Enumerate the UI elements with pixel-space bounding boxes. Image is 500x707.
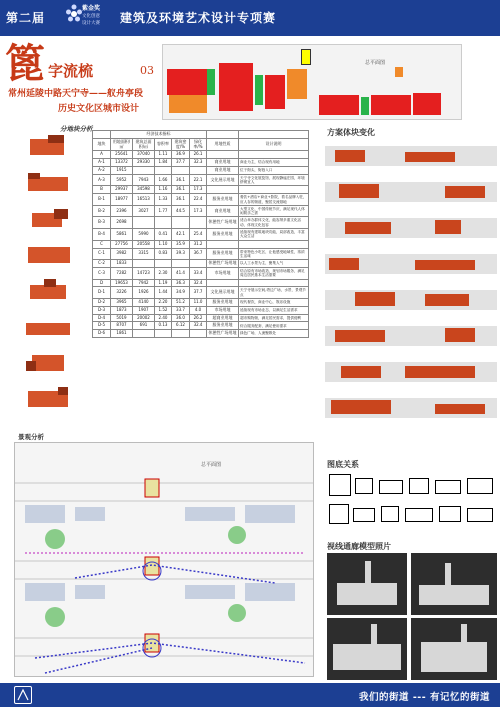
title-text: 字流梳 (48, 62, 94, 80)
table-cell: 1.33 (155, 194, 172, 206)
table-cell: 29937 (111, 186, 133, 194)
block-change-panel (325, 284, 497, 314)
table-cell (133, 217, 155, 229)
table-cell (239, 279, 309, 287)
table-cell: 11.0 (190, 298, 207, 306)
table-cell: 1833 (111, 260, 133, 268)
table-cell (207, 151, 239, 159)
table-cell (239, 151, 309, 159)
table-cell: 2.30 (155, 267, 172, 279)
table-cell: 39.3 (172, 248, 190, 260)
block-thumbnail (24, 171, 72, 193)
table-body (93, 151, 309, 338)
table-cell: B-2 (93, 205, 111, 217)
technical-indicator-table (92, 130, 309, 338)
table-header-cell: 用地性质 (207, 138, 239, 151)
table-cell: 18977 (111, 194, 133, 206)
table-cell: 29330 (133, 159, 155, 167)
figure-ground-shape (405, 508, 433, 522)
table-row (93, 166, 309, 174)
landscape-plan-drawing (15, 443, 314, 677)
table-cell: 32.3 (190, 159, 207, 167)
table-header-cell: 绿化率/% (190, 138, 207, 151)
table-cell: C (93, 240, 111, 248)
competition-title: 建筑及环境艺术设计专项赛 (120, 11, 277, 25)
table-cell: 带来特色小吃区，让他感受地域性，浓浓生活味 (239, 248, 309, 260)
table-cell: 36.9 (172, 151, 190, 159)
pagoda-marker (301, 49, 311, 65)
block-b2 (265, 75, 285, 109)
block-thumbnail (24, 135, 72, 157)
table-cell: D-1 (93, 287, 111, 299)
table-cell: 综合服务配套，满足使用需求 (239, 322, 309, 330)
block-c1 (319, 95, 359, 115)
table-row (93, 287, 309, 299)
block-c3 (371, 95, 411, 115)
block-d1 (413, 93, 441, 115)
logo-name: 紫金奖 (82, 5, 101, 12)
block-thumbnail (24, 387, 72, 409)
table-cell: 3965 (111, 298, 133, 306)
table-cell: B-1 (93, 194, 111, 206)
flower-icon (66, 2, 82, 32)
table-cell: 37.7 (172, 159, 190, 167)
table-cell: 20558 (133, 240, 155, 248)
table-cell: 1915 (111, 166, 133, 174)
table-cell (133, 260, 155, 268)
table-cell: 商业用地 (207, 166, 239, 174)
table-cell: 32.4 (190, 322, 207, 330)
block-analysis-heading: 分地块分析 (60, 125, 93, 133)
table-cell: 服务业用地 (207, 322, 239, 330)
table-cell: 文化展示用地 (207, 174, 239, 186)
table-cell: 17.3 (190, 205, 207, 217)
table-cell: 现代餐饮，商业中心，娱乐设施 (239, 298, 309, 306)
table-cell: 1873 (111, 306, 133, 314)
table-cell: 0.83 (155, 248, 172, 260)
block-c2 (361, 97, 369, 115)
table-cell: 1.11 (155, 151, 172, 159)
table-cell: B-3 (93, 217, 111, 229)
table-cell: 3226 (111, 287, 133, 299)
block-a1 (167, 69, 207, 95)
table-cell: D (93, 279, 111, 287)
figure-ground-shape (355, 478, 373, 494)
table-row (93, 298, 309, 306)
top-banner (0, 0, 500, 36)
table-cell: D-3 (93, 306, 111, 314)
table-cell: 超商业用地 (207, 314, 239, 322)
table-cell (155, 260, 172, 268)
table-cell (172, 166, 190, 174)
table-cell: 31.2 (190, 240, 207, 248)
table-cell: 市场用地 (207, 306, 239, 314)
table-cell (155, 217, 172, 229)
table-cell: 服务业用地 (207, 229, 239, 241)
table-header-cell: 设计说明 (239, 138, 309, 151)
table-header-cell: 建筑总面积/㎡ (133, 138, 155, 151)
figure-ground-shape (329, 474, 351, 496)
table-cell: 32.4 (190, 279, 207, 287)
table-cell (133, 166, 155, 174)
table-cell: 41.4 (172, 267, 190, 279)
site-plan-top (162, 44, 462, 120)
table-cell: 休憩性广场用地 (207, 330, 239, 338)
block-change-panel (325, 356, 497, 386)
table-cell (239, 186, 309, 194)
table-cell: 7943 (133, 174, 155, 186)
table-cell: 26.1 (190, 151, 207, 159)
table-cell: 1.52 (155, 306, 172, 314)
table-cell (172, 260, 190, 268)
table-cell: C-2 (93, 260, 111, 268)
figure-ground-shape (435, 480, 461, 494)
subtitle-location: 常州延陵中路天宁寺——舣舟亭段 (8, 89, 144, 99)
landscape-site-plan-label: 总平面图 (201, 462, 222, 468)
table-cell: 0.41 (155, 229, 172, 241)
table-cell (239, 240, 309, 248)
table-cell: 33.7 (172, 306, 190, 314)
table-cell: 27756 (111, 240, 133, 248)
table-row (93, 217, 309, 229)
footer-slogan: 我们的街道 --- 有记忆的街道 (359, 692, 490, 703)
table-cell: 1907 (133, 306, 155, 314)
table-cell: 超市购物街，满足居民需求，提供便利 (239, 314, 309, 322)
table-cell (172, 330, 190, 338)
table-cell: 1861 (111, 330, 133, 338)
table-row (93, 159, 309, 167)
table-cell: 2.20 (155, 298, 172, 306)
block-b4 (287, 69, 307, 99)
table-cell: 25641 (111, 151, 133, 159)
table-header-row (93, 138, 309, 151)
table-cell: 14723 (133, 267, 155, 279)
table-cell: 1.44 (155, 287, 172, 299)
model-photo (411, 618, 497, 680)
table-header-cell: 容积率 (155, 138, 172, 151)
figure-ground-shape (467, 508, 493, 522)
table-row (93, 174, 309, 186)
edition-label: 第二届 (6, 11, 46, 25)
table-cell: 延续现有建筑地块功能，局部改造，丰富大众生活 (239, 229, 309, 241)
table-cell: 0.13 (155, 322, 172, 330)
table-cell: 2396 (111, 205, 133, 217)
table-cell: B-4 (93, 229, 111, 241)
title-big-char: 篦 (5, 40, 45, 87)
table-cell: 26.2 (190, 314, 207, 322)
block-b1 (219, 63, 253, 111)
table-cell: 结合原有市场改造，规划市场服务，满足周边居民基本生活需要 (239, 267, 309, 279)
subtitle-project: 历史文化区城市设计 (58, 104, 140, 114)
table-row (93, 330, 309, 338)
table-cell: 20002 (133, 314, 155, 322)
model-photo (327, 618, 407, 680)
title-number: 03 (140, 64, 154, 77)
table-cell: 2.40 (155, 314, 172, 322)
table-row (93, 322, 309, 330)
table-cell: 商业为主，结合现有用地 (239, 159, 309, 167)
table-cell: 位于街头，街巷入口 (239, 166, 309, 174)
table-cell: 休憩性广场用地 (207, 260, 239, 268)
table-cell: 天宁寺展示空间,塔边广场，水景，景观节点 (239, 287, 309, 299)
table-cell: 休憩性广场用地 (207, 217, 239, 229)
table-cell (207, 279, 239, 287)
table-cell: 大型文化、中国传统节庆，满足现代人休闲娱乐之需 (239, 205, 309, 217)
block-change-panels (325, 140, 497, 428)
table-cell: 3315 (133, 248, 155, 260)
table-cell: 51.2 (172, 298, 190, 306)
table-cell: A (93, 151, 111, 159)
table-cell: 36.1 (172, 194, 190, 206)
figure-ground-shape (381, 506, 399, 522)
table-cell (190, 260, 207, 268)
logo-line1: 文化创意 (82, 14, 100, 19)
legend-swatch (395, 67, 403, 77)
table-cell: 13372 (111, 159, 133, 167)
table-cell: 1.84 (155, 159, 172, 167)
block-thumbnails (24, 135, 76, 423)
block-change-panel (325, 140, 497, 170)
table-cell: 5990 (133, 229, 155, 241)
table-cell (155, 330, 172, 338)
block-thumbnail (24, 279, 72, 301)
block-change-panel (325, 320, 497, 350)
bottom-banner (0, 683, 500, 707)
table-cell: 36.3 (172, 279, 190, 287)
table-cell: 市场用地 (207, 267, 239, 279)
table-cell: 5861 (111, 229, 133, 241)
table-cell: 1.16 (155, 186, 172, 194)
block-change-panel (325, 248, 497, 278)
block-thumbnail (24, 315, 72, 337)
block-a2 (207, 69, 215, 95)
table-cell: 以人工水景为主，聚集人气 (239, 260, 309, 268)
table-row (93, 151, 309, 159)
table-cell: 服务业用地 (207, 298, 239, 306)
table-cell: 1.77 (155, 205, 172, 217)
table-cell: C-3 (93, 267, 111, 279)
model-photo (411, 553, 497, 615)
table-row (93, 267, 309, 279)
table-cell: 25.4 (190, 229, 207, 241)
table-row (93, 205, 309, 217)
table-cell: 36.1 (172, 174, 190, 186)
table-row (93, 229, 309, 241)
table-cell (172, 217, 190, 229)
landscape-plans (14, 442, 314, 677)
table-cell: D-5 (93, 322, 111, 330)
table-row (93, 306, 309, 314)
table-cell: 34598 (133, 186, 155, 194)
block-a3 (169, 95, 207, 113)
landscape-heading: 景观分析 (18, 433, 44, 441)
table-row (93, 314, 309, 322)
table-cell: 3982 (111, 248, 133, 260)
table-row (93, 240, 309, 248)
block-thumbnail (24, 207, 72, 229)
figure-ground-shape (467, 478, 493, 494)
table-cell: 36.0 (172, 314, 190, 322)
table-header-cell: 建筑密度/% (172, 138, 190, 151)
table-cell: 42.1 (172, 229, 190, 241)
table-cell: 22.1 (190, 174, 207, 186)
figure-ground-heading: 图底关系 (327, 460, 359, 469)
figure-ground-diagrams (327, 472, 497, 528)
table-cell: 691 (133, 322, 155, 330)
logo-line2: 设计大赛 (82, 21, 100, 26)
table-group-row (93, 131, 309, 139)
competition-logo (66, 2, 111, 34)
table-cell: A-3 (93, 174, 111, 186)
table-cell: 8707 (111, 322, 133, 330)
table-cell: B (93, 186, 111, 194)
table-cell: 36.1 (172, 186, 190, 194)
table-cell: 4.0 (190, 306, 207, 314)
table-cell: 4140 (133, 298, 155, 306)
block-change-panel (325, 212, 497, 242)
table-cell (207, 240, 239, 248)
table-group-header: 经济技术指标 (111, 131, 207, 139)
block-changes-heading: 方案体块变化 (327, 128, 375, 137)
table-cell (190, 330, 207, 338)
table-cell: A-2 (93, 166, 111, 174)
table-cell: 餐饮+酒店+商业+影院，着名品牌入驻，应人存的街道，聚居交流基地 (240, 195, 307, 204)
figure-ground-shape (379, 480, 403, 494)
figure-ground-shape (409, 478, 429, 494)
table-cell: 6.12 (172, 322, 190, 330)
table-cell (190, 166, 207, 174)
figure-ground-shape (353, 508, 375, 522)
table-cell: 35.9 (172, 240, 190, 248)
table-cell: 36.7 (190, 248, 207, 260)
table-cell: 1.66 (155, 174, 172, 186)
table-cell: 34.9 (172, 287, 190, 299)
table-cell: 5952 (111, 174, 133, 186)
table-cell: 19653 (111, 279, 133, 287)
table-cell: 商业用地 (207, 159, 239, 167)
table-row (93, 279, 309, 287)
table-cell: 延续现有市场业态，以满足生活需求 (239, 306, 309, 314)
table-cell: 1.10 (155, 240, 172, 248)
block-b3 (255, 75, 263, 105)
figure-ground-shape (439, 506, 461, 522)
table-row (93, 260, 309, 268)
table-cell: 33.4 (190, 267, 207, 279)
block-thumbnail (24, 351, 72, 373)
table-cell: 服务业用地 (207, 194, 239, 206)
view-corridor-heading: 视线通廊模型照片 (327, 542, 391, 551)
table-cell: D-2 (93, 298, 111, 306)
table-cell: 天宁寺文化展览馆，展现静谧庄园，环境舒缓宜人 (239, 174, 309, 186)
table-cell: 1.19 (155, 279, 172, 287)
table-cell (155, 166, 172, 174)
table-cell: 服务业用地 (207, 248, 239, 260)
table-cell: 16513 (133, 194, 155, 206)
table-cell: 44.5 (172, 205, 190, 217)
table-cell: 商业用地 (207, 205, 239, 217)
emblem-icon (14, 686, 32, 704)
table-cell: 文化展示用地 (207, 287, 239, 299)
table-cell (133, 330, 155, 338)
table-cell: D-6 (93, 330, 111, 338)
table-cell: 7282 (111, 267, 133, 279)
table-row (93, 248, 309, 260)
table-cell: 37040 (133, 151, 155, 159)
table-cell: 5019 (111, 314, 133, 322)
table-cell: D-4 (93, 314, 111, 322)
table-cell: 1926 (133, 287, 155, 299)
model-photo (327, 553, 407, 615)
figure-ground-shape (329, 504, 349, 524)
site-plan-label: 总平面图 (365, 60, 386, 66)
table-cell: 适合举办群体文化，能容纳多重文化活动，体现文化包容 (239, 217, 309, 229)
table-row (93, 194, 309, 206)
table-header-cell: 用地面积/㎡ (111, 138, 133, 151)
table-cell: 绿色广场，人流聚散处 (239, 330, 309, 338)
table-cell (190, 217, 207, 229)
table-cell: 22.4 (190, 194, 207, 206)
table-row (93, 186, 309, 194)
table-cell: 2698 (111, 217, 133, 229)
table-header-cell: 地块 (93, 138, 111, 151)
block-thumbnail (24, 243, 72, 265)
table-cell: C-1 (93, 248, 111, 260)
table-cell: 7942 (133, 279, 155, 287)
table-cell: 17.3 (190, 186, 207, 194)
table-cell: 3027 (133, 205, 155, 217)
block-change-panel (325, 176, 497, 206)
table-cell: 37.7 (190, 287, 207, 299)
table-cell (207, 186, 239, 194)
table-cell: A-1 (93, 159, 111, 167)
block-change-panel (325, 392, 497, 422)
